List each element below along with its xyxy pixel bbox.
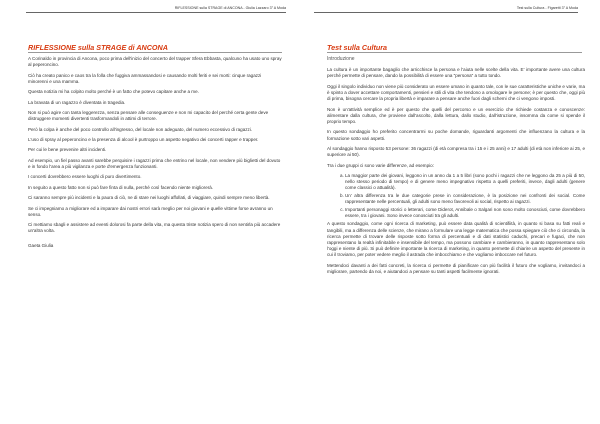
right-title-rule: [327, 52, 582, 53]
paragraph: Non si può agire con tanta leggerezza, senza pensare alle conseguenze e non mi capacito del perché certa gente deve distruggere momenti divertenti trasformandoli in attimi di terrore.: [28, 109, 269, 122]
paragraph: Mettendoci davanti a dei fatti concreti, la ricerca ci permette di pianificare con più facilità il futuro che vogliamo, invitandoci a migliorare, partendo da noi, e aiutandoci a pensare su tanti aspetti facilmente ignorati.: [327, 262, 585, 274]
paragraph: Però la colpa è anche del poco controllo all'ingresso, del locale non adeguato, del numero eccessivo di ragazzi.: [28, 126, 253, 132]
left-page-body: [28, 56, 282, 253]
paragraph: La bravata di un ragazzo è diventata in tragedia.: [28, 99, 126, 105]
paragraph: Ad esempio, un fiel passo avanti sarebbe perquisire i ragazzi prima che entrino nel locale, non vendere più biglietti del dovuto e in fondo l'area a più vigilanza e porte d'emergenza funzionanti.: [28, 157, 281, 169]
paragraph: Ci mettiamo sbagli e assistere ad eventi dolorosi fa parte della vita, ma questa triste notizia spero di non sentirla più accadere un'altra volta.: [28, 222, 281, 234]
paragraph: I concerti dovrebbero essere luoghi di puro divertimento.: [28, 174, 142, 180]
section-subtitle: Introduzione: [327, 56, 355, 62]
paragraph: In seguito a questo fatto non si può fare finta di nulla, perché così facendo niente migliorerà.: [28, 184, 214, 190]
paragraph: Al sondaggio hanno risposto 53 persone: 36 ragazzi (di età compresa tra i 15 e i 25 anni) e 17 adulti (di età non inferiore ai 25, e superiore ai 50).: [327, 145, 585, 158]
paragraph: Tra i due gruppi ci sono varie differenze, ad esempio:: [327, 162, 434, 168]
left-title-rule: [28, 52, 282, 53]
paragraph: Ciò ha creato panico e caos tra la folla che fuggiva ammassandosi e causando molti feriti e sei morti: cinque ragazzi minorenni e una mamma.: [28, 72, 262, 84]
paragraph: Oggi il singolo individuo non viene più considerato un essere umano in quanto tale, con le sue caratteristiche uniche e varie, ma è spinto a dover accettare comportamenti, pensieri e stili di vita che tendono a omologare le persone; è per questo che, oggi più di prima, bisogna cercare la propria libertà e imparare a pensare anche fuori dagli schemi che ci vengono imposti.: [327, 83, 585, 102]
paragraph: L'uso di spray al peperoncino e la presenza di alcool è purtroppo un aspetto negativo dei concerti rapper e trapper.: [28, 136, 259, 142]
right-page-body: [327, 56, 585, 279]
paragraph: A Corinaldo in provincia di Ancona, poco prima dell'inizio del concerto del trapper Sfera Ebbasta, qualcuno ha usato uno spray al peperoncino.: [28, 56, 282, 68]
left-page-title: RIFLESSIONE sulla STRAGE di ANCONA: [28, 43, 168, 52]
signature: Gaeta Giulia: [28, 242, 54, 248]
right-page: [300, 0, 600, 424]
paragraph: In questo sondaggio ho preferito concentrarmi su poche domande, riguardanti argomenti che influenzano la cultura e la formazione sotto vari aspetti.: [327, 129, 585, 141]
list-item: b. Un' altra differenza tra le due categorie prese in considerazione, è la posizione nei confronti dei social. Come rappresentante nelle percentuali, gli adulti sono meno favorevoli ai social, rispetto ai ragazzi.: [345, 193, 585, 205]
paragraph: A questo sondaggio, come ogni ricerca di marketing, può essere data qualità di scientifiità, in quanto si basa su fatti reali e tangibili, ma a differenza delle scienze, che mirano a formulare una legge matematica che possa spiegare ciò che ci circonda, la ricerca permette di trovare delle risposte sotto forma di percentuali e di dati statistici caduchi, precari e fugaci, che non rappresentano la realtà infinitabile e insensibile del tempo, ma possono cambiare e cambieranno, in quanto rappresentano solo l'oggi e niente di più. Si può definire importante la ricerca di marketing, in quanto permette di chiarire un aspetto del presente in cui il troviamo, per poter vedere meglio il astrada che imbocchiamo e che vogliamo imboccare nel futuro.: [327, 221, 585, 258]
paragraph: Questa notizia mi ha colpito molto perché è un fatto che potevo capitare anche a me.: [28, 89, 199, 95]
right-page-header: Test sulla Cultura - Figaretti 3° A Moda: [516, 6, 578, 10]
paragraph: Ci saranno sempre più incidenti e la paura di ciò, ne di stare nei luoghi affollati, di viaggiare, quindi sempre meno libertà.: [28, 195, 270, 201]
differences-list: [327, 173, 585, 219]
paragraph: La cultura è un importante bagaglio che arricchisce la persona e l'aiuta nelle scelte della vita. E' importante avere una cultura perché permette di pensare, dando la possibilità di essere una "persona" a tutto tondo.: [327, 67, 585, 79]
left-page-header: RIFLESSIONE sulla STRAGE di ANCONA - Giulia Lazzaro 3° A Moda: [174, 6, 286, 10]
paragraph: Per cui le bene prevenire altri incidenti.: [28, 147, 107, 153]
right-page-title: Test sulla Cultura: [327, 43, 388, 52]
list-item: a. La maggior parte dei giovani, leggono in un anno da 1 a 5 libri (sono pochi i ragazzi che ne leggono da 25 a più di 50, nello stesso periodo di tempo) e di genere meno impegnativo rispetto a quelli preferiti, invece, dagli adulti (genere come classici o attualità).: [345, 173, 585, 192]
left-header-rule: [26, 12, 286, 13]
paragraph: Se ci impegniamo a migliorare ed a imparare dai nostri errori sarà meglio per noi giovani e quelle vittime forse avranno un senso.: [28, 205, 273, 217]
list-item: c. Importanti personaggi storici o letterari, come Diderot, Annibale o Salgari non sono molto conosciuti, come dovrebbero essere, tra i giovani. Sono invece conosciuti tra gli adulti.: [345, 207, 585, 219]
right-header-rule: [314, 12, 578, 13]
paragraph: Non è un'attività semplice ed è per questo che quelli del percorso e un esercizio che richiede costanza e conoscenze: alimentare dalla cultura, che proviene dall'ascolto, dalla lettura, dallo studio, dall'istruzione, insomma da come si spende il proprio tempo.: [327, 106, 585, 124]
